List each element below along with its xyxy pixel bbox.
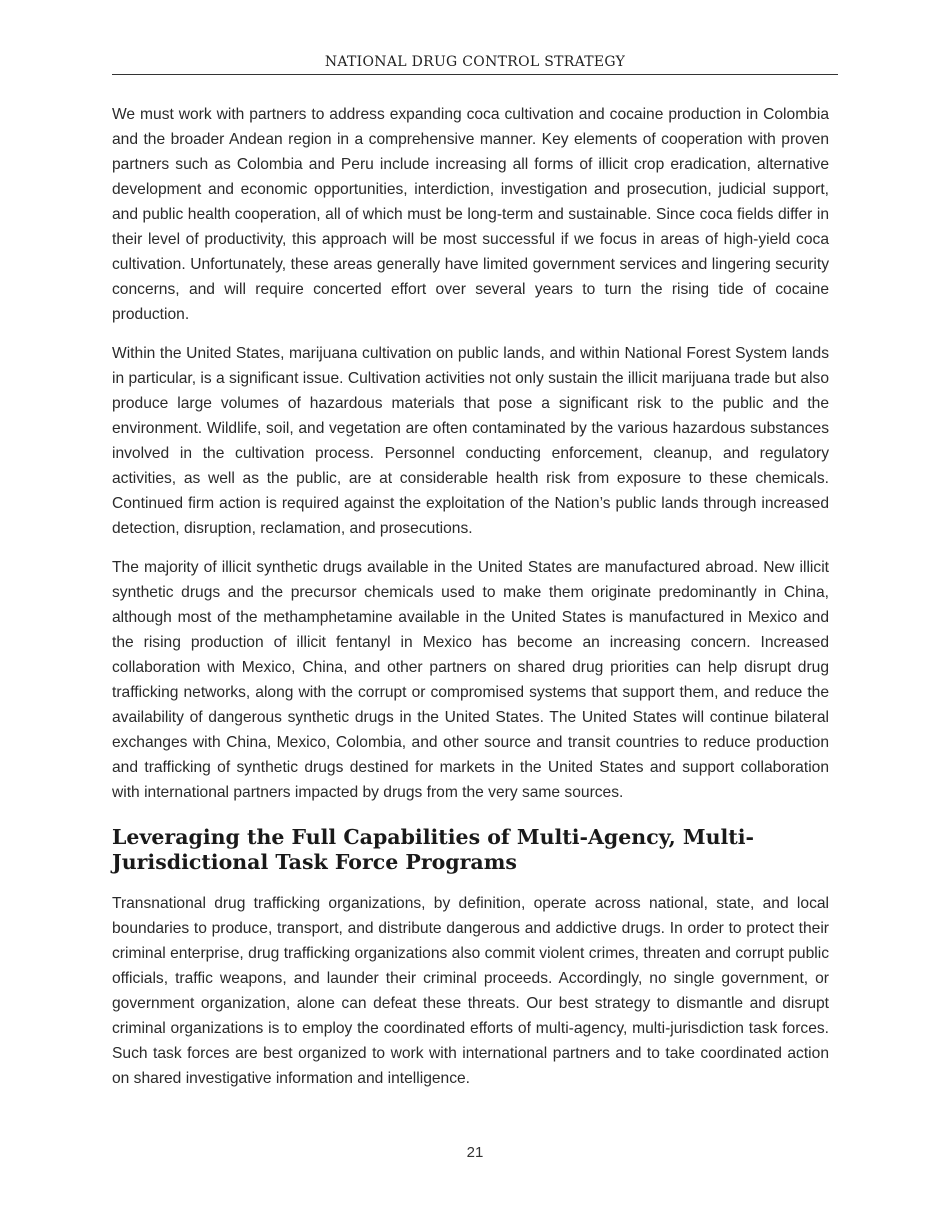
paragraph-synthetic-drugs: The majority of illicit synthetic drugs available in the United States are manufactured abroad. New illicit synthetic drugs and the precursor chemicals used to make them originate predominantly in China, although most of the methamphetamine available in the United States is manufactured in Mexico and the rising production of illicit fentanyl in Mexico has become an increasing concern. Increased collaboration with Mexico, China, and other partners on shared drug priorities can help disrupt drug trafficking networks, along with the corrupt or compromised systems that support them, and reduce the availability of dangerous synthetic drugs in the United States. The United States will continue bilateral exchanges with China, Mexico, Colombia, and other source and transit countries to reduce production and trafficking of synthetic drugs destined for markets in the United States and support collaboration with international partners impacted by drugs from the very same sources. — [112, 559, 829, 801]
paragraph-coca-cultivation: We must work with partners to address expanding coca cultivation and cocaine production in Colombia and the broader Andean region in a comprehensive manner. Key elements of cooperation with proven partners such as Colombia and Peru include increasing all forms of illicit crop eradication, alternative development and economic opportunities, interdiction, investigation and prosecution, judicial support, and public health cooperation, all of which must be long-term and sustainable. Since coca fields differ in their level of productivity, this approach will be most successful if we focus in areas of high-yield coca cultivation. Unfortunately, these areas generally have limited government services and lingering security concerns, and will require concerted effort over several years to turn the rising tide of cocaine production. — [112, 106, 829, 323]
paragraph-task-forces: Transnational drug trafficking organizations, by definition, operate across national, state, and local boundaries to produce, transport, and distribute dangerous and addictive drugs. In order to protect their criminal enterprise, drug trafficking organizations also commit violent crimes, threaten and corrupt public officials, traffic weapons, and launder their criminal proceeds. Accordingly, no single government, or government organization, alone can defeat these threats. Our best strategy to dismantle and disrupt criminal organizations is to employ the coordinated efforts of multi-agency, multi-jurisdiction task forces. Such task forces are best organized to work with international partners and to take coordinated action on shared investigative information and intelligence. — [112, 895, 829, 1087]
paragraph-marijuana-public-lands: Within the United States, marijuana cultivation on public lands, and within National Forest System lands in particular, is a significant issue. Cultivation activities not only sustain the illicit marijuana trade but also produce large volumes of hazardous materials that pose a significant risk to the public and the environment. Wildlife, soil, and vegetation are often contaminated by the various hazardous substances involved in the cultivation process. Personnel conducting enforcement, cleanup, and regulatory activities, as well as the public, are at considerable health risk from exposure to these chemicals. Continued firm action is required against the exploitation of the Nation’s public lands through increased detection, disruption, reclamation, and prosecutions. — [112, 345, 829, 537]
section-heading: Leveraging the Full Capabilities of Multi-Agency, Multi-Jurisdictional Task Force Programs — [112, 825, 755, 874]
running-header: NATIONAL DRUG CONTROL STRATEGY — [112, 54, 838, 75]
body-content — [112, 102, 829, 1091]
page-number: 21 — [466, 1144, 484, 1161]
document-page — [112, 54, 838, 1105]
